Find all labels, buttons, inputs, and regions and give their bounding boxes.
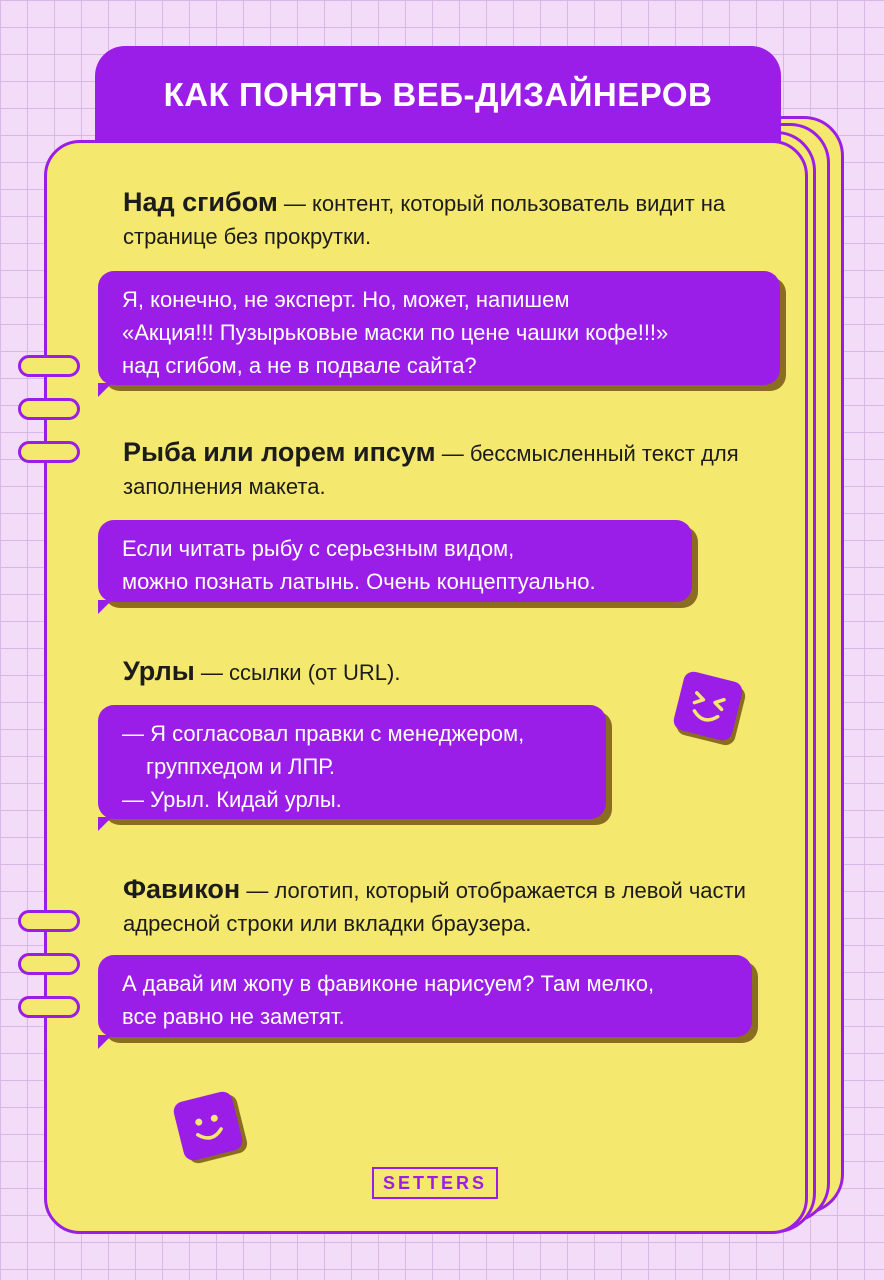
dialog-bubble [98, 955, 752, 1037]
term-title: Над сгибом [123, 187, 278, 217]
dialog-line: можно познать латынь. Очень концептуально. [122, 569, 596, 594]
dialog-line: «Акция!!! Пузырьковые маски по цене чашки кофе!!!» [122, 320, 669, 345]
dialog-line: все равно не заметят. [122, 1004, 345, 1029]
dialog-line: А давай им жопу в фавиконе нарисуем? Там мелко, [122, 971, 655, 996]
term-lorem-ipsum [123, 436, 803, 503]
ring-binder-icon [18, 953, 80, 975]
page-title: КАК ПОНЯТЬ ВЕБ-ДИЗАЙНЕРОВ [163, 76, 713, 113]
term-definition: — ссылки (от URL). [194, 660, 401, 685]
ring-binder-icon [18, 996, 80, 1018]
term-title: Фавикон [123, 874, 241, 904]
ring-binder-icon [18, 441, 80, 463]
term-definition: — контент, который пользователь видит на странице без прокрутки. [123, 191, 726, 249]
dialog-line: Если читать рыбу с серьезным видом, [122, 536, 515, 561]
ring-binder-icon [18, 355, 80, 377]
term-definition: — бессмысленный текст для заполнения макета. [123, 441, 739, 499]
title-tab [95, 46, 781, 144]
brand-logo [372, 1167, 498, 1199]
ring-binder-icon [18, 910, 80, 932]
term-title: Урлы [123, 656, 195, 686]
dialog-bubble [98, 705, 606, 819]
dialog-bubble [98, 520, 692, 602]
term-urls [123, 655, 643, 689]
brand-name: SETTERS [382, 1172, 487, 1193]
term-definition: — логотип, который отображается в левой части адресной строки или вкладки браузера. [123, 878, 746, 936]
dialog-line: группхедом и ЛПР. [146, 754, 335, 779]
term-title: Рыба или лорем ипсум [123, 437, 436, 467]
dialog-line: над сгибом, а не в подвале сайта? [122, 353, 477, 378]
dialog-bubble [98, 271, 780, 385]
term-above-the-fold [123, 186, 803, 253]
dialog-line: — Я согласовал правки с менеджером, [122, 721, 525, 746]
dialog-line: — Урыл. Кидай урлы. [122, 787, 342, 812]
term-favicon [123, 873, 783, 940]
dialog-line: Я, конечно, не эксперт. Но, может, напишем [122, 287, 570, 312]
ring-binder-icon [18, 398, 80, 420]
